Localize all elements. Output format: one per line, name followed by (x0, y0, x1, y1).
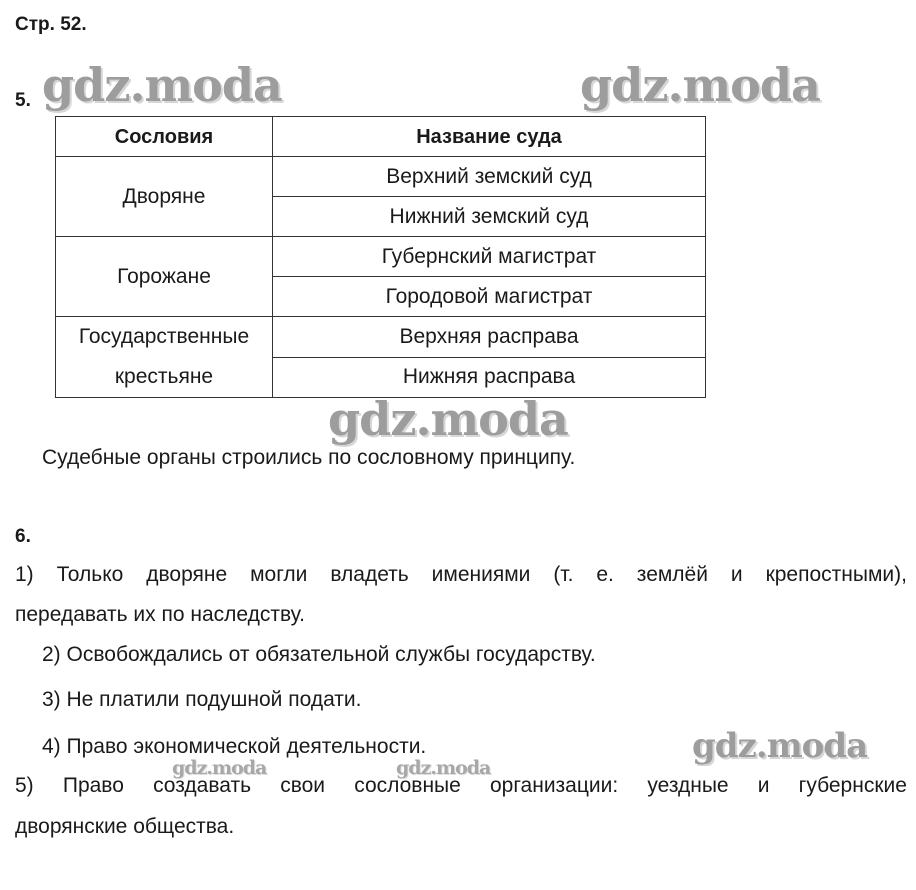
task-6-item-5-line-1: 5) Право создавать свои сословные организации: уездные и губернские (15, 774, 907, 797)
table-row (56, 157, 706, 197)
header-court-name: Название суда (273, 117, 706, 157)
estate-label: Горожане (117, 264, 211, 288)
header-estates: Сословия (56, 117, 273, 157)
court-cell: Нижний земский суд (273, 197, 706, 237)
task-6-item-5-line-2: дворянские общества. (15, 815, 235, 838)
estate-cell-nobles (56, 157, 273, 237)
watermark: gdz.moda (172, 757, 267, 779)
watermark: gdz.moda (580, 58, 820, 112)
estate-cell-state-peasants (56, 317, 273, 398)
task-5-number: 5. (15, 90, 31, 111)
task-6-item-1-line-1: 1) Только дворяне могли владеть имениями (т. е. землёй и крепостными), (15, 563, 907, 586)
court-cell: Городовой магистрат (273, 277, 706, 317)
estate-label: крестьяне (114, 365, 214, 388)
court-cell: Верхний земский суд (273, 157, 706, 197)
estate-label: Дворяне (122, 184, 206, 208)
table-header-row (56, 117, 706, 157)
courts-table (55, 116, 706, 398)
watermark: gdz.moda (328, 392, 568, 446)
task-6-item-1-line-2: передавать их по наследству. (15, 603, 305, 626)
estate-label: Государственные (78, 325, 250, 348)
table-row (56, 317, 706, 358)
court-cell: Нижняя расправа (273, 357, 706, 398)
watermark: gdz.moda (692, 726, 868, 766)
table-row (56, 237, 706, 277)
task-6-item-4: 4) Право экономической деятельности. (42, 735, 427, 758)
page-header: Стр. 52. (15, 14, 87, 35)
court-cell: Губернский магистрат (273, 237, 706, 277)
court-cell: Верхняя расправа (273, 317, 706, 358)
watermark: gdz.moda (396, 757, 491, 779)
task-6-item-3: 3) Не платили подушной подати. (42, 688, 362, 711)
watermark: gdz.moda (42, 58, 282, 112)
estate-cell-townspeople (56, 237, 273, 317)
task-6-item-2: 2) Освобождались от обязательной службы государству. (42, 643, 596, 666)
task-6-number: 6. (15, 526, 31, 547)
task-5-conclusion: Судебные органы строились по сословному принципу. (42, 446, 576, 469)
